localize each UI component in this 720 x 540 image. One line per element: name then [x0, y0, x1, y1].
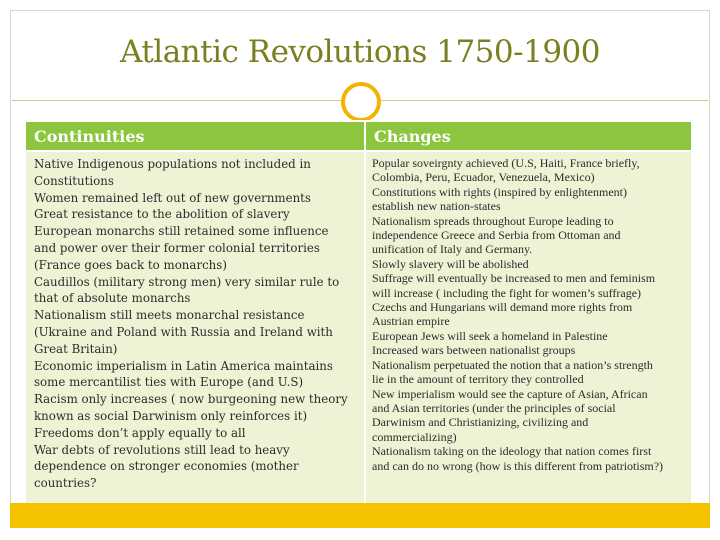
header-continuities: Continuities — [25, 121, 365, 151]
continuity-line: (France goes back to monarchs) — [34, 257, 227, 272]
continuity-line: (Ukraine and Poland with Russia and Ireland with — [34, 324, 333, 339]
change-line: New imperialism would see the capture of Asian, African — [372, 386, 648, 401]
change-line: and Asian territories (under the principles of social — [372, 400, 616, 415]
continuity-line: known as social Darwinism only reinforces it) — [34, 408, 308, 423]
change-line: Darwinism and Christianizing, civilizing and — [372, 415, 589, 430]
change-line: Popular soveirgnty achieved (U.S, Haiti, France briefly, — [372, 156, 640, 170]
change-line: Nationalism spreads throughout Europe leading to — [372, 213, 614, 228]
table-row — [25, 151, 692, 519]
change-line: Czechs and Hungarians will demand more rights from — [372, 300, 633, 315]
change-line: commercializing) — [372, 429, 457, 444]
change-line: Slowly slavery will be abolished — [372, 256, 529, 271]
change-line: independence Greece and Serbia from Ottoman and — [372, 228, 621, 243]
continuity-line: Caudillos (military strong men) very similar rule to — [34, 274, 340, 289]
change-line: Colombia, Peru, Ecuador, Venezuela, Mexico) — [372, 170, 595, 185]
change-line: Nationalism perpetuated the notion that a nation’s strength — [372, 357, 653, 372]
continuity-line: Native Indigenous populations not included in — [34, 157, 311, 171]
continuity-line: European monarchs still retained some influence — [34, 224, 329, 239]
bottom-accent-bar — [10, 503, 710, 528]
change-line: European Jews will seek a homeland in Palestine — [372, 328, 608, 343]
continuity-line: Economic imperialism in Latin America maintains — [34, 358, 333, 373]
continuity-line: Great Britain) — [34, 341, 118, 356]
change-line: unification of Italy and Germany. — [372, 242, 533, 257]
header-changes: Changes — [365, 121, 692, 151]
change-line: and can do no wrong (how is this different from patriotism?) — [372, 458, 664, 473]
continuity-line: Great resistance to the abolition of slavery — [34, 207, 290, 222]
continuity-line: and power over their former colonial territories — [34, 240, 320, 255]
continuity-line: Constitutions — [34, 173, 114, 188]
continuity-line: Racism only increases ( now burgeoning new theory — [34, 392, 348, 407]
continuity-line: some mercantilist ties with Europe (and U.S) — [34, 375, 304, 390]
continuity-line: War debts of revolutions still lead to heavy — [34, 442, 290, 457]
continuity-line: Freedoms don’t apply equally to all — [34, 425, 246, 440]
continuity-line: Women remained left out of new governments — [34, 190, 311, 205]
continuity-line: that of absolute monarchs — [34, 291, 191, 306]
change-line: Austrian empire — [372, 314, 450, 329]
slide-title: Atlantic Revolutions 1750-1900 — [119, 34, 601, 70]
continuity-line: countries? — [34, 476, 97, 491]
change-line: Nationalism taking on the ideology that nation comes first — [372, 444, 652, 459]
change-line: Increased wars between nationalist groups — [372, 343, 576, 358]
comparison-table — [24, 120, 693, 520]
continuities-cell — [25, 151, 365, 519]
decorative-ring — [341, 82, 381, 122]
change-line: lie in the amount of territory they controlled — [372, 372, 584, 387]
change-line: establish new nation-states — [372, 199, 501, 214]
table-header-row — [25, 121, 692, 151]
change-line: Constitutions with rights (inspired by enlightenment) — [372, 184, 627, 199]
changes-cell — [365, 151, 692, 519]
continuity-line: dependence on stronger economies (mother — [34, 459, 299, 474]
change-line: will increase ( including the fight for women’s suffrage) — [372, 285, 642, 300]
continuity-line: Nationalism still meets monarchal resistance — [34, 308, 305, 323]
change-line: Suffrage will eventually be increased to men and feminism — [372, 271, 656, 286]
